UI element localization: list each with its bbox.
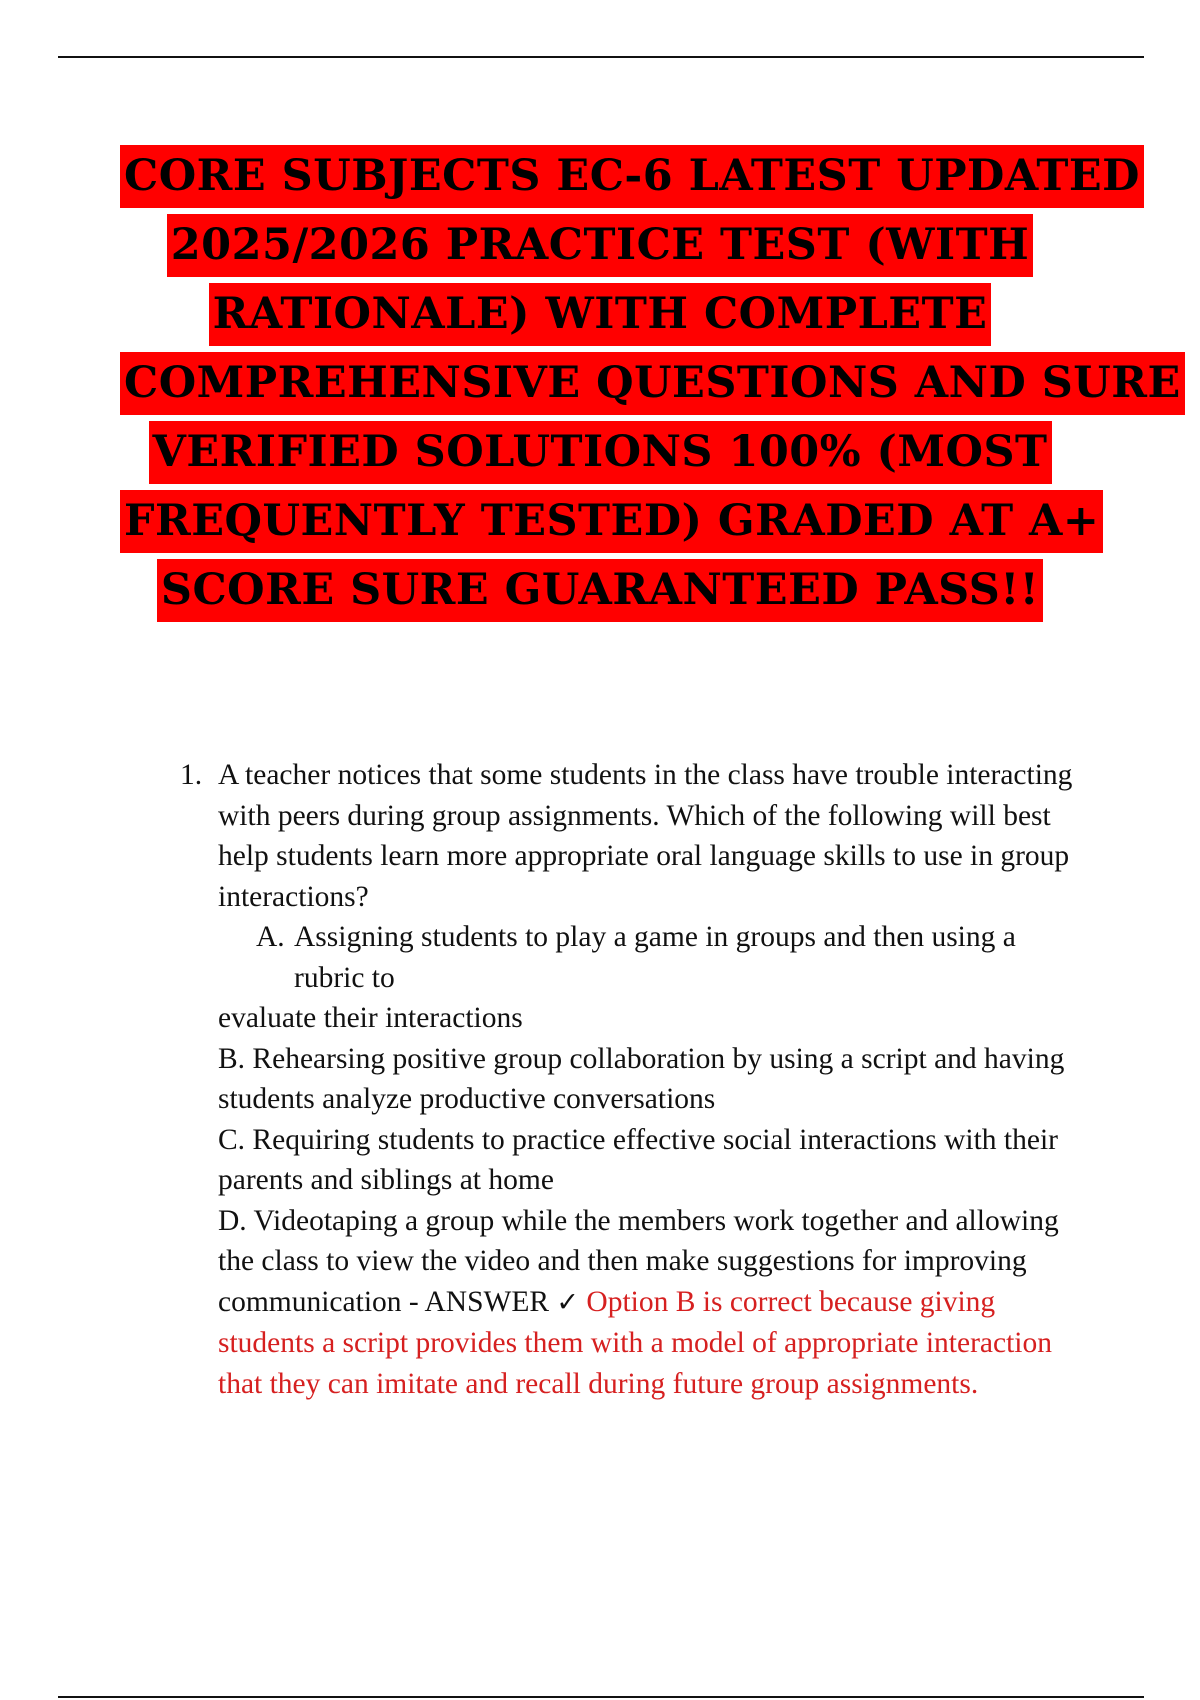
option-a bbox=[180, 917, 1090, 998]
check-mark-icon: ✓ bbox=[556, 1286, 580, 1318]
question-text: A teacher notices that some students in the class have trouble interacting with peers during group assignments. Which of the following will best help students learn more appropriate oral language skills to use in group interactions? bbox=[218, 759, 1073, 913]
question-1 bbox=[180, 755, 1090, 1404]
answer-rationale: Option B is correct because giving students a script provides them with a model of appropriate interaction that they can imitate and recall during future group assignments. bbox=[218, 1285, 1052, 1400]
option-d-and-answer bbox=[180, 1201, 1090, 1405]
document-title bbox=[120, 145, 1181, 628]
question-stem bbox=[180, 755, 1090, 917]
title-line: RATIONALE) WITH COMPLETE bbox=[209, 283, 992, 346]
option-d: D. Videotaping a group while the members work together and allowing the class to view the video and then make suggestions for improving communication - ANSWER bbox=[218, 1204, 1059, 1318]
title-line: CORE SUBJECTS EC-6 LATEST UPDATED bbox=[120, 145, 1144, 208]
title-line: 2025/2026 PRACTICE TEST (WITH bbox=[167, 214, 1033, 277]
option-a-continuation: evaluate their interactions bbox=[218, 1002, 523, 1034]
title-line: COMPREHENSIVE QUESTIONS AND SURE bbox=[120, 352, 1185, 415]
question-number: 1. bbox=[180, 759, 203, 791]
title-line: SCORE SURE GUARANTEED PASS!! bbox=[157, 559, 1043, 622]
option-a-letter: A. bbox=[256, 921, 285, 953]
option-b: B. Rehearsing positive group collaboration by using a script and having students analyze productive conversations bbox=[218, 1042, 1065, 1115]
top-rule bbox=[58, 56, 1144, 58]
option-a-text: Assigning students to play a game in groups and then using a rubric to bbox=[294, 921, 1016, 994]
bottom-rule bbox=[58, 1696, 1144, 1698]
option-c: C. Requiring students to practice effective social interactions with their parents and siblings at home bbox=[218, 1123, 1058, 1196]
title-line: FREQUENTLY TESTED) GRADED AT A+ bbox=[120, 490, 1103, 553]
title-line: VERIFIED SOLUTIONS 100% (MOST bbox=[149, 421, 1052, 484]
